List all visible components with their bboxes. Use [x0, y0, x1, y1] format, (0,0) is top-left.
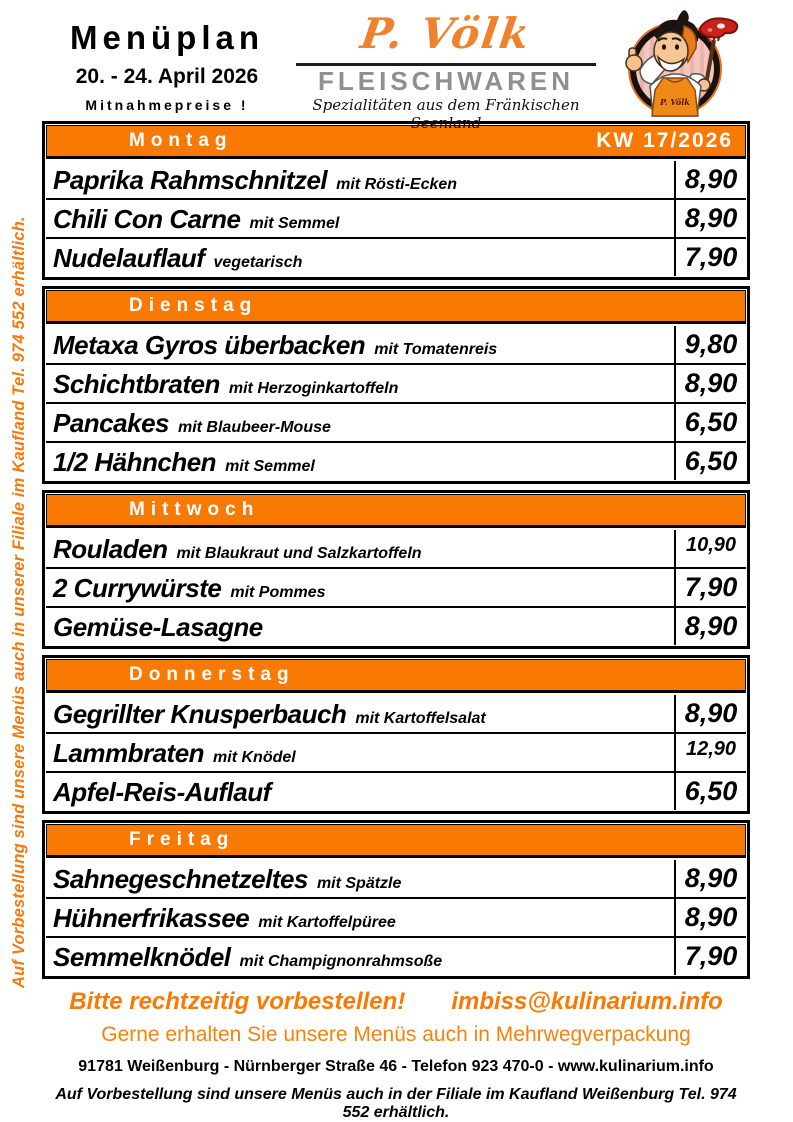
dish-name: Rouladen — [53, 534, 168, 564]
day-label: Donnerstag — [129, 664, 295, 685]
menu-row — [46, 897, 746, 936]
dish-cell — [46, 200, 674, 237]
dish-price: 6,50 — [674, 773, 746, 810]
menu-row — [46, 936, 746, 975]
email-address: imbiss@kulinarium.info — [451, 988, 723, 1015]
dish-cell — [46, 695, 674, 732]
dish-cell — [46, 365, 674, 402]
dish-side: mit Tomatenreis — [374, 341, 498, 358]
dish-cell — [46, 326, 674, 363]
dish-cell — [46, 404, 674, 441]
dish-side: mit Kartoffelsalat — [355, 710, 486, 727]
dish-side: mit Rösti-Ecken — [336, 176, 458, 193]
dish-cell — [46, 443, 674, 480]
week-label: KW 17/2026 — [596, 129, 733, 152]
dish-price: 8,90 — [674, 161, 746, 198]
dish-cell — [46, 161, 674, 198]
dish-name: Hühnerfrikassee — [53, 903, 250, 933]
butcher-mascot-icon — [600, 6, 750, 124]
dish-cell — [46, 734, 674, 771]
dish-cell — [46, 938, 674, 975]
kaufland-note: Auf Vorbestellung sind unsere Menüs auch in der Filiale im Kaufland Weißenburg Tel. 974 552 erhältlich. — [55, 1086, 737, 1121]
company-logo — [292, 6, 600, 132]
day-header-bar — [46, 659, 746, 691]
menu-row — [46, 198, 746, 237]
dish-cell — [46, 860, 674, 897]
logo-script-name: P. Völk — [357, 9, 535, 58]
dish-price: 8,90 — [674, 200, 746, 237]
menu-row — [46, 441, 746, 480]
menu-row — [46, 567, 746, 606]
flyer-header — [42, 6, 750, 132]
dish-name: Paprika Rahmschnitzel — [53, 165, 328, 195]
dish-cell — [46, 239, 674, 276]
dish-name: Metaxa Gyros überbacken — [53, 330, 366, 360]
dish-name: Schichtbraten — [53, 369, 220, 399]
dish-name: Lammbraten — [53, 738, 205, 768]
logo-company-name: FLEISCHWAREN — [318, 66, 574, 96]
dish-name: 1/2 Hähnchen — [53, 447, 217, 477]
dish-price: 8,90 — [674, 860, 746, 897]
day-section — [42, 286, 750, 484]
dish-price: 8,90 — [674, 365, 746, 402]
dish-name: Apfel-Reis-Auflauf — [53, 777, 271, 807]
dish-side: mit Pommes — [230, 584, 326, 601]
menu-row — [46, 326, 746, 363]
dish-side: mit Herzoginkartoffeln — [228, 380, 399, 397]
dish-side: mit Semmel — [225, 458, 315, 475]
dish-name: Gemüse-Lasagne — [53, 612, 263, 642]
day-header-bar — [46, 290, 746, 322]
menu-row — [46, 237, 746, 276]
dish-price: 12,90 — [674, 734, 746, 771]
day-section — [42, 490, 750, 649]
dish-price: 8,90 — [674, 608, 746, 645]
menu-row — [46, 732, 746, 771]
menu-row — [46, 695, 746, 732]
dish-side: vegetarisch — [213, 254, 303, 271]
dish-name: Semmelknödel — [53, 942, 231, 972]
dish-price: 9,80 — [674, 326, 746, 363]
dish-side: mit Blaubeer-Mouse — [177, 419, 331, 436]
dish-price: 7,90 — [674, 569, 746, 606]
header-title-block — [42, 6, 292, 118]
day-rows — [46, 695, 746, 810]
dish-cell — [46, 530, 674, 567]
dish-price: 6,50 — [674, 404, 746, 441]
dish-cell — [46, 569, 674, 606]
pricing-note: Mitnahmepreise ! — [85, 97, 249, 113]
menu-row — [46, 860, 746, 897]
menu-days — [42, 121, 750, 979]
day-section — [42, 121, 750, 280]
day-label: Montag — [129, 130, 233, 151]
dish-side: mit Knödel — [213, 749, 296, 766]
dish-side: mit Semmel — [249, 215, 340, 232]
day-label: Freitag — [129, 829, 235, 850]
day-rows — [46, 326, 746, 480]
dish-price: 8,90 — [674, 899, 746, 936]
dish-side: mit Kartoffelpüree — [258, 914, 396, 931]
dish-cell — [46, 608, 674, 645]
mascot-apron-text: P. Völk — [660, 97, 690, 107]
menu-row — [46, 402, 746, 441]
day-rows — [46, 860, 746, 975]
dish-cell — [46, 773, 674, 810]
dish-name: 2 Currywürste — [53, 573, 222, 603]
dish-price: 10,90 — [674, 530, 746, 567]
page-title: Menüplan — [70, 19, 264, 56]
flyer-footer — [42, 988, 750, 1122]
dish-price: 8,90 — [674, 695, 746, 732]
dish-side: mit Blaukraut und Salzkartoffeln — [176, 545, 422, 562]
dish-name: Pancakes — [53, 408, 169, 438]
day-header-bar — [46, 824, 746, 856]
dish-side: mit Champignonrahmsoße — [239, 953, 443, 970]
dish-side: mit Spätzle — [316, 875, 402, 892]
day-header-bar — [46, 494, 746, 526]
preorder-note: Bitte rechtzeitig vorbestellen! — [69, 988, 406, 1015]
dish-price: 7,90 — [674, 938, 746, 975]
dish-name: Sahnegeschnetzeltes — [53, 864, 308, 894]
menu-row — [46, 771, 746, 810]
menu-row — [46, 530, 746, 567]
flyer-content — [42, 6, 750, 1122]
day-label: Mittwoch — [129, 499, 260, 520]
dish-name: Nudelauflauf — [53, 243, 205, 273]
footer-preorder-line — [42, 988, 750, 1016]
day-section — [42, 655, 750, 814]
day-rows — [46, 530, 746, 645]
menu-row — [46, 606, 746, 645]
day-label: Dienstag — [129, 295, 258, 316]
dish-name: Chili Con Carne — [53, 204, 241, 234]
date-range: 20. - 24. April 2026 — [75, 65, 259, 88]
packaging-note: Gerne erhalten Sie unsere Menüs auch in Mehrwegverpackung — [101, 1023, 691, 1046]
mascot-apron — [650, 74, 701, 116]
dish-price: 6,50 — [674, 443, 746, 480]
dish-cell — [46, 899, 674, 936]
menu-row — [46, 363, 746, 402]
menu-row — [46, 161, 746, 198]
day-section — [42, 820, 750, 979]
dish-name: Gegrillter Knusperbauch — [53, 699, 347, 729]
day-rows — [46, 161, 746, 276]
dish-price: 7,90 — [674, 239, 746, 276]
vertical-preorder-note: Auf Vorbestellung sind unsere Menüs auch in unserer Filiale im Kaufland Tel. 974 552 erhältlich. — [10, 216, 28, 988]
address-line: 91781 Weißenburg - Nürnberger Straße 46 - Telefon 923 470-0 - www.kulinarium.info — [78, 1058, 714, 1075]
logo-tagline: Spezialitäten aus dem Fränkischen Seenland — [312, 96, 580, 132]
